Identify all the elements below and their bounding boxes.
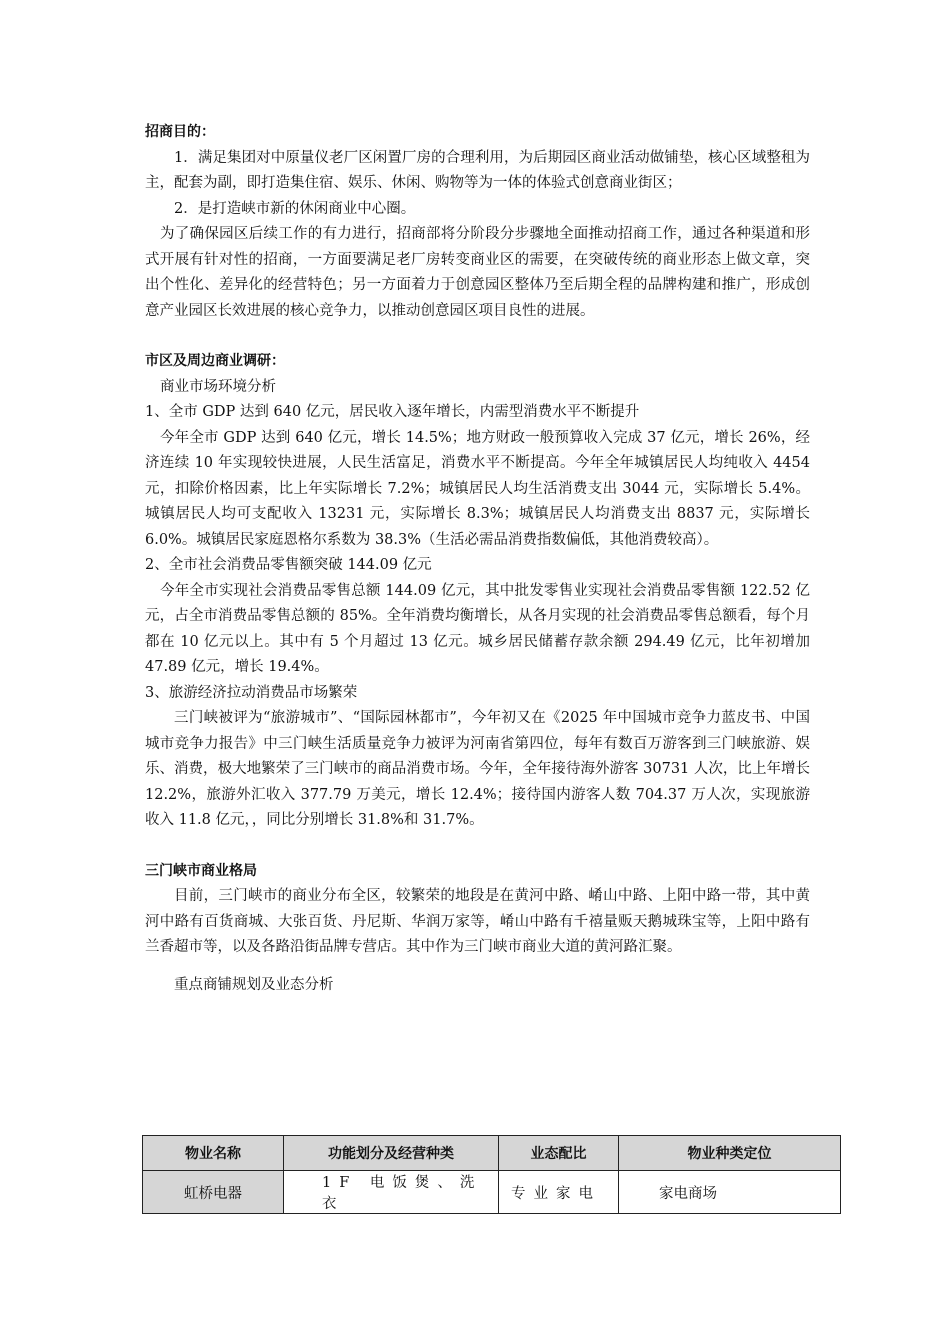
table-row (143, 1171, 841, 1214)
research-subheading: 商业市场环境分析 (160, 378, 276, 395)
purpose-paragraph: 为了确保园区后续工作的有力进行，招商部将分阶段分步骤地全面推动招商工作，通过各种渠道和形式开展有针对性的招商，一方面要满足老厂房转变商业区的需要，在突破传统的商业形态上做文章，突出个性化、差异化的经营特色；另一方面着力于创意园区整体乃至后期全程的品牌构建和推广，形成创意产业园区长效进展的核心竞争力，以推动创意园区项目良性的进展。 (145, 226, 810, 319)
section-heading-purpose: 招商目的： (145, 124, 215, 140)
layout-paragraph: 目前，三门峡市的商业分布全区，较繁荣的地段是在黄河中路、崤山中路、上阳中路一带，其中黄河中路有百货商城、大张百货、丹尼斯、华润万家等，崤山中路有千禧量贩天鹅城珠宝等，上阳中路有兰香超市等，以及各路沿街品牌专营店。其中作为三门峡市商业大道的黄河路汇聚。 (145, 888, 810, 955)
table-header-cell: 物业名称 (143, 1136, 284, 1171)
research-point-3-body: 三门峡被评为“旅游城市”、“国际园林都市”，今年初又在《2025 年中国城市竞争力蓝皮书、中国城市竞争力报告》中三门峡生活质量竞争力被评为河南省第四位，每年有数百万游客到三门峡旅游、娱乐、消费，极大地繁荣了三门峡市的商品消费市场。今年，全年接待海外游客 30731 人次，比上年增长 12.2%，旅游外汇收入 377.79 万美元，增长 12.4%；接待国内游客人数 704.37 万人次，实现旅游收入 11.8 亿元，，同比分别增长 31.8%和 31.7%。 (145, 710, 810, 828)
spacer (145, 324, 810, 349)
table-cell-function: 1F 电饭煲、洗衣 (284, 1171, 499, 1214)
table-header-cell: 业态配比 (499, 1136, 619, 1171)
spacer (145, 834, 810, 859)
research-point-1-title: 1、全市 GDP 达到 640 亿元，居民收入逐年增长，内需型消费水平不断提升 (145, 404, 640, 420)
purpose-item-2: 2．是打造峡市新的休闲商业中心圈。 (174, 200, 416, 217)
table-cell-ratio: 专业家电 (499, 1171, 619, 1214)
table-header-cell: 物业种类定位 (619, 1136, 841, 1171)
research-point-2-body: 今年全市实现社会消费品零售总额 144.09 亿元，其中批发零售业实现社会消费品零售额 122.52 亿元，占全市消费品零售总额的 85%。全年消费均衡增长，从各月实现的社会消费品零售总额看，每个月都在 10 亿元以上。其中有 5 个月超过 13 亿元。城乡居民储蓄存款余额 294.49 亿元，比年初增加 47.89 亿元，增长 19.4%。 (145, 582, 810, 675)
table-header-row (143, 1136, 841, 1171)
table-caption: 重点商铺规划及业态分析 (174, 976, 334, 993)
research-point-3-title: 3、旅游经济拉动消费品市场繁荣 (145, 684, 358, 701)
table-cell-positioning: 家电商场 (619, 1171, 841, 1214)
section-heading-research: 市区及周边商业调研： (145, 353, 285, 369)
table-cell-property-name: 虹桥电器 (143, 1171, 284, 1214)
research-point-1-body: 今年全市 GDP 达到 640 亿元，增长 14.5%；地方财政一般预算收入完成 37 亿元，增长 26%，经济连续 10 年实现较快进展，人民生活富足，消费水平不断提高。今年全年城镇居民人均纯收入 4454 元，扣除价格因素，比上年实际增长 7.2%；城镇居民人均生活消费支出 3044 元，实际增长 5.4%。城镇居民人均可支配收入 13231 元，实际增长 8.3%；城镇居民人均消费支出 8837 元，实际增长 6.0%。城镇居民家庭恩格尔系数为 38.3%（生活必需品消费指数偏低，其他消费较高）。 (145, 429, 810, 548)
research-point-2-title: 2、全市社会消费品零售额突破 144.09 亿元 (145, 557, 432, 573)
table-header-cell: 功能划分及经营种类 (284, 1136, 499, 1171)
section-heading-layout: 三门峡市商业格局 (145, 862, 257, 879)
purpose-item-1: 1．满足集团对中原量仪老厂区闲置厂房的合理利用，为后期园区商业活动做铺垫，核心区域整租为主，配套为副，即打造集住宿、娱乐、休闲、购物等为一体的体验式创意商业街区； (145, 149, 810, 191)
document-body (145, 120, 810, 998)
shop-planning-table (142, 1135, 841, 1214)
spacer (145, 961, 810, 973)
